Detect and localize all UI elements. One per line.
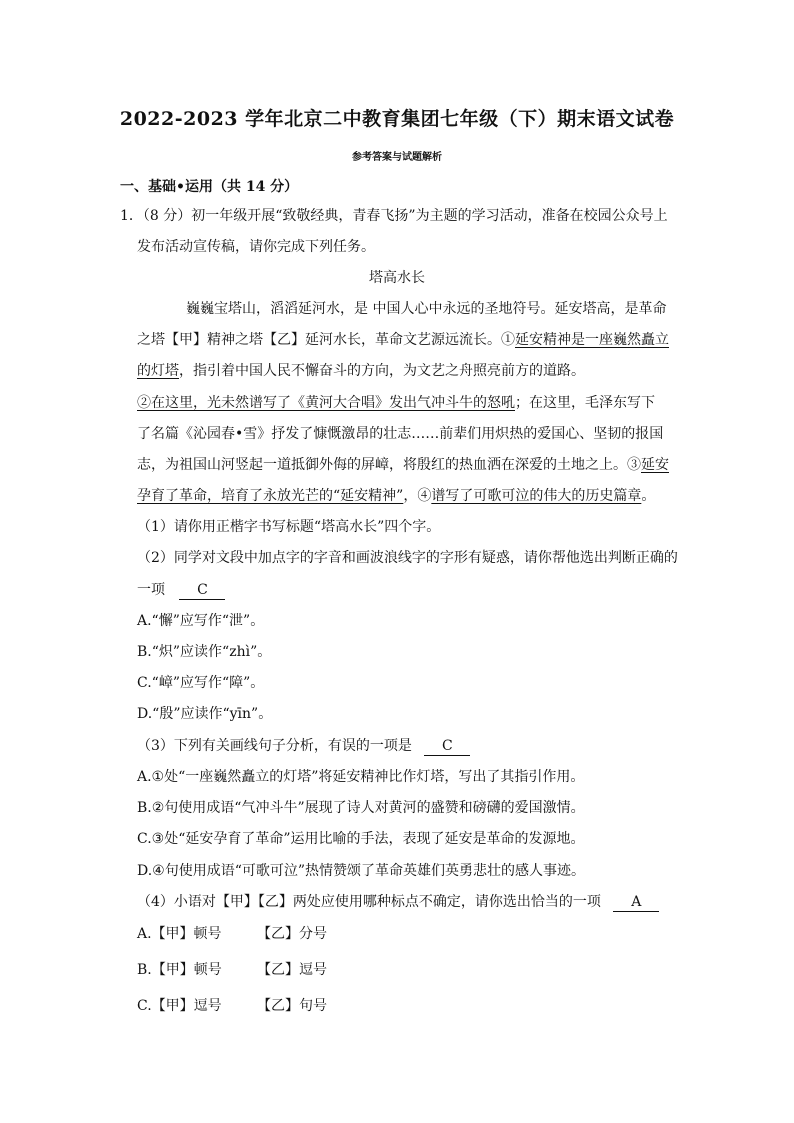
option-2d: D.“殷”应读作“yīn”。 — [137, 706, 273, 722]
underlined-sentence-3: 延安 — [641, 457, 669, 473]
sub-question-2-line-1: （2）同学对文段中加点字的字音和画波浪线字的字形有疑惑，请你帮他选出判断正确的 — [137, 550, 678, 566]
underlined-sentence-1-end: 的灯塔 — [137, 363, 179, 379]
option-4b-label: B.【甲】顿号 — [137, 962, 222, 978]
paragraph-text: ；在这里，毛泽东写下 — [515, 395, 655, 411]
paragraph-text: 。 — [641, 488, 656, 504]
article-title: 塔高水长 — [369, 270, 425, 286]
paragraph-line-7 — [137, 486, 655, 506]
section-heading: 一、基础•运用（共 14 分） — [120, 179, 299, 195]
option-3b: B.②句使用成语“气冲斗牛”展现了诗人对黄河的盛赞和磅礴的爱国激情。 — [137, 800, 585, 816]
question-intro-line-1: 1．（8 分）初一年级开展“致敬经典，青春飞扬”为主题的学习活动，准备在校园公众号上 — [120, 208, 668, 224]
option-3a: A.①处“一座巍然矗立的灯塔”将延安精神比作灯塔，写出了其指引作用。 — [137, 769, 585, 785]
answer-blank-2: C — [179, 581, 225, 600]
option-4c-label: C.【甲】逗号 — [137, 998, 222, 1014]
paragraph-line-2 — [137, 330, 669, 350]
option-4a — [137, 924, 327, 944]
option-3c: C.③处“延安孕育了革命”运用比喻的手法，表现了延安是革命的发源地。 — [137, 831, 585, 847]
paragraph-text: ，指引着中国人民不懈奋斗的方向，为文艺之舟照亮前方的道路。 — [179, 363, 585, 379]
question-intro-line-2: 发布活动宣传稿，请你完成下列任务。 — [137, 239, 375, 255]
answer-blank-4: A — [613, 893, 659, 912]
option-4b-value: 【乙】逗号 — [257, 962, 327, 978]
option-4c-value: 【乙】句号 — [257, 998, 327, 1014]
paragraph-text: ，④ — [403, 488, 432, 504]
paragraph-text: 志，为祖国山河竖起一道抵御外侮的屏嶂，将殷红的热血洒在深爱的土地之上。③ — [137, 457, 641, 473]
option-3d: D.④句使用成语“可歌可泣”热情赞颂了革命英雄们英勇悲壮的感人事迹。 — [137, 863, 586, 879]
page-title: 2022-2023 学年北京二中教育集团七年级（下）期末语文试卷 — [119, 108, 675, 130]
page-subtitle: 参考答案与试题解析 — [352, 152, 442, 163]
paragraph-line-5: 了名篇《沁园春•雪》抒发了慷慨激昂的壮志……前辈们用炽热的爱国心、坚韧的报国 — [137, 426, 664, 442]
sub-question-2-stem: 一项 — [137, 582, 165, 598]
paragraph-line-4 — [137, 393, 655, 413]
sub-question-4 — [137, 892, 659, 912]
sub-question-2-line-2 — [137, 580, 225, 600]
sub-question-1: （1）请你用正楷字书写标题“塔高水长”四个字。 — [137, 519, 441, 535]
underlined-sentence-2: ②在这里，光未然谱写了《黄河大合唱》发出气冲斗牛的怒吼 — [137, 395, 515, 411]
paragraph-line-3 — [137, 361, 585, 381]
underlined-sentence-3-end: 孕育了革命，培育了永放光芒的“延安精神” — [137, 488, 404, 504]
paragraph-line-1: 巍巍宝塔山，滔滔延河水，是 中国人心中永远的圣地符号。延安塔高，是革命 — [186, 301, 667, 317]
paragraph-text: 之塔【甲】精神之塔【乙】延河水长，革命文艺源远流长。① — [137, 332, 515, 348]
option-4c — [137, 996, 327, 1016]
option-4a-label: A.【甲】顿号 — [137, 926, 222, 942]
underlined-sentence-4: 谱写了可歌可泣的伟大的历史篇章 — [431, 488, 642, 504]
paragraph-line-6 — [137, 455, 669, 475]
option-2c: C.“嶂”应写作“障”。 — [137, 675, 265, 691]
sub-question-3 — [137, 736, 470, 756]
option-2b: B.“炽”应读作“zhì”。 — [137, 644, 272, 660]
answer-blank-3: C — [424, 737, 470, 756]
option-4a-value: 【乙】分号 — [257, 926, 327, 942]
underlined-sentence-1: 延安精神是一座巍然矗立 — [515, 332, 669, 348]
sub-question-4-stem: （4）小语对【甲】【乙】两处应使用哪种标点不确定，请你选出恰当的一项 — [137, 894, 601, 910]
option-2a: A.“懈”应写作“泄”。 — [137, 613, 265, 629]
sub-question-3-stem: （3）下列有关画线句子分析，有误的一项是 — [137, 738, 412, 754]
option-4b — [137, 960, 327, 980]
